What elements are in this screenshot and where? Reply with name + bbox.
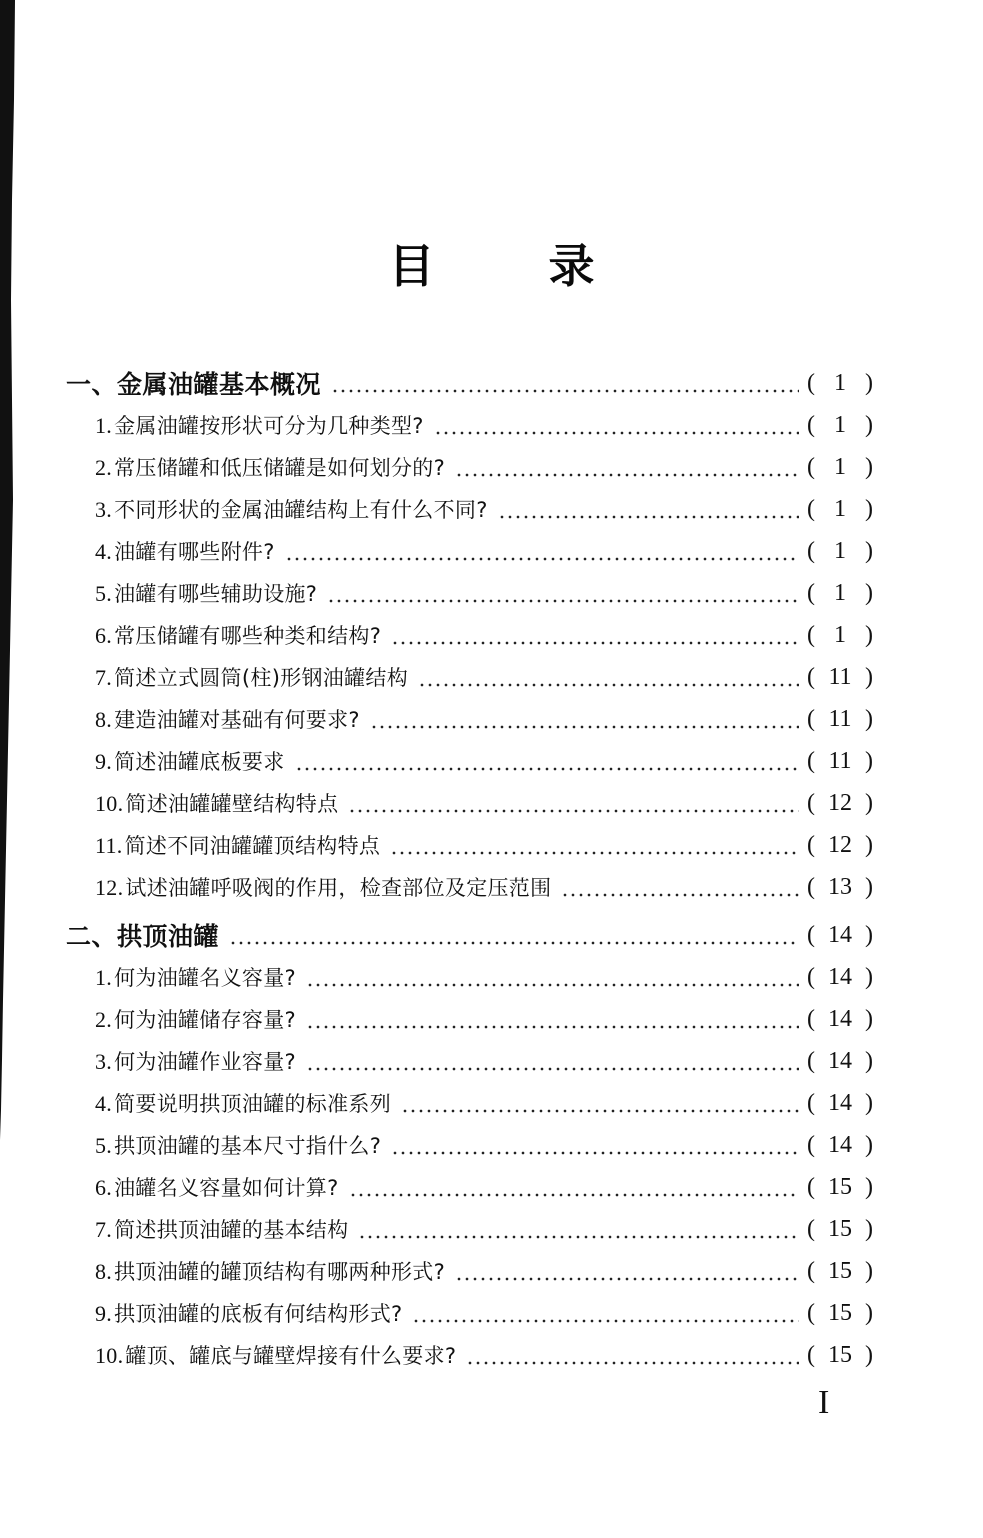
item-text: 油罐名义容量如何计算? <box>114 1176 339 1200</box>
toc-item[interactable]: 1.金属油罐按形状可分为几种类型? ( 1 ) <box>0 407 983 443</box>
page-number: 15 <box>828 1173 852 1200</box>
page-number: 13 <box>828 873 852 900</box>
page-number: 11 <box>828 747 852 774</box>
page-ref: ( 1 ) <box>807 579 873 606</box>
item-text: 何为油罐名义容量? <box>114 966 296 990</box>
page-ref: ( 15 ) <box>807 1341 873 1368</box>
page-ref: ( 14 ) <box>807 1089 873 1116</box>
dot-leader <box>306 959 799 995</box>
page-number: 14 <box>828 1047 852 1074</box>
toc-item[interactable]: 11.简述不同油罐罐顶结构特点 ( 12 ) <box>0 827 983 863</box>
page-ref: ( 1 ) <box>807 495 873 522</box>
page-number: 14 <box>828 1005 852 1032</box>
dot-leader <box>391 1127 799 1163</box>
page-number: 1 <box>834 411 846 438</box>
page-ref: ( 11 ) <box>807 663 873 690</box>
page-ref: ( 1 ) <box>807 621 873 648</box>
toc-item[interactable]: 9.简述油罐底板要求 ( 11 ) <box>0 743 983 779</box>
dot-leader <box>498 491 799 527</box>
page-ref: ( 1 ) <box>807 537 873 564</box>
toc-item[interactable]: 2.常压储罐和低压储罐是如何划分的? ( 1 ) <box>0 449 983 485</box>
page-ref: ( 12 ) <box>807 789 873 816</box>
title-char-1: 目 <box>388 239 435 293</box>
page-number: 11 <box>828 705 852 732</box>
item-text: 简要说明拱顶油罐的标准系列 <box>114 1092 392 1116</box>
item-text: 建造油罐对基础有何要求? <box>114 708 360 732</box>
dot-leader <box>434 407 799 443</box>
toc-item[interactable]: 4.简要说明拱顶油罐的标准系列 ( 14 ) <box>0 1085 983 1121</box>
item-text: 试述油罐呼吸阀的作用，检查部位及定压范围 <box>125 876 552 900</box>
dot-leader <box>285 533 799 569</box>
toc-item[interactable]: 6.常压储罐有哪些种类和结构? ( 1 ) <box>0 617 983 653</box>
page-number: 11 <box>828 663 852 690</box>
page-number: 12 <box>828 789 852 816</box>
item-text: 拱顶油罐的底板有何结构形式? <box>114 1302 403 1326</box>
toc-item[interactable]: 8.建造油罐对基础有何要求? ( 11 ) <box>0 701 983 737</box>
page-ref: ( 1 ) <box>807 411 873 438</box>
page-number: 1 <box>834 579 846 606</box>
dot-leader <box>390 827 799 863</box>
page-ref: ( 1 ) <box>807 453 873 480</box>
page-ref: ( 14 ) <box>807 1047 873 1074</box>
page-ref: ( 14 ) <box>807 963 873 990</box>
dot-leader <box>306 1001 799 1037</box>
page-number: 1 <box>834 369 846 396</box>
dot-leader <box>561 869 799 905</box>
toc-section-2[interactable] <box>0 917 983 953</box>
dot-leader <box>229 917 799 953</box>
toc-item[interactable]: 10.简述油罐罐壁结构特点 ( 12 ) <box>0 785 983 821</box>
dot-leader <box>348 785 799 821</box>
page-number: 1 <box>834 621 846 648</box>
item-text: 何为油罐储存容量? <box>114 1008 296 1032</box>
page-ref: ( 12 ) <box>807 831 873 858</box>
item-text: 常压储罐有哪些种类和结构? <box>114 624 382 648</box>
toc-item[interactable]: 8.拱顶油罐的罐顶结构有哪两种形式? ( 15 ) <box>0 1253 983 1289</box>
page-ref: ( 14 ) <box>807 1005 873 1032</box>
dot-leader <box>391 617 799 653</box>
item-text: 拱顶油罐的基本尺寸指什么? <box>114 1134 382 1158</box>
page-ref: ( 11 ) <box>807 705 873 732</box>
page-number: 15 <box>828 1299 852 1326</box>
dot-leader <box>327 575 799 611</box>
toc-section-1[interactable] <box>0 365 983 401</box>
toc-item[interactable]: 2.何为油罐储存容量? ( 14 ) <box>0 1001 983 1037</box>
dot-leader <box>358 1211 799 1247</box>
item-text: 简述拱顶油罐的基本结构 <box>114 1218 349 1242</box>
page-ref: ( 14 ) <box>807 921 873 948</box>
dot-leader <box>455 449 799 485</box>
page-number: 14 <box>828 1131 852 1158</box>
toc-item[interactable]: 5.油罐有哪些辅助设施? ( 1 ) <box>0 575 983 611</box>
item-text: 简述油罐底板要求 <box>114 750 285 774</box>
dot-leader <box>412 1295 799 1331</box>
dot-leader <box>370 701 799 737</box>
toc-item[interactable]: 6.油罐名义容量如何计算? ( 15 ) <box>0 1169 983 1205</box>
dot-leader <box>466 1337 799 1373</box>
page-ref: ( 14 ) <box>807 1131 873 1158</box>
page-folio: I <box>818 1384 830 1421</box>
title-char-2: 录 <box>548 239 595 293</box>
page-ref: ( 15 ) <box>807 1215 873 1242</box>
item-text: 罐顶、罐底与罐壁焊接有什么要求? <box>125 1344 457 1368</box>
dot-leader <box>295 743 799 779</box>
item-text: 简述油罐罐壁结构特点 <box>125 792 339 816</box>
dot-leader <box>455 1253 799 1289</box>
page-number: 15 <box>828 1215 852 1242</box>
toc-item[interactable]: 9.拱顶油罐的底板有何结构形式? ( 15 ) <box>0 1295 983 1331</box>
page-ref: ( 15 ) <box>807 1257 873 1284</box>
page-number: 15 <box>828 1341 852 1368</box>
dot-leader <box>306 1043 799 1079</box>
item-text: 常压储罐和低压储罐是如何划分的? <box>114 456 446 480</box>
page-ref: ( 11 ) <box>807 747 873 774</box>
page-number: 1 <box>834 453 846 480</box>
toc-item[interactable]: 10.罐顶、罐底与罐壁焊接有什么要求? ( 15 ) <box>0 1337 983 1373</box>
toc-item[interactable]: 12.试述油罐呼吸阀的作用，检查部位及定压范围 ( 13 ) <box>0 869 983 905</box>
section-label: 二、拱顶油罐 <box>66 922 220 951</box>
toc-item[interactable]: 5.拱顶油罐的基本尺寸指什么? ( 14 ) <box>0 1127 983 1163</box>
page-ref: ( 15 ) <box>807 1173 873 1200</box>
section-label: 一、金属油罐基本概况 <box>66 370 322 399</box>
page-number: 14 <box>828 921 852 948</box>
item-text: 不同形状的金属油罐结构上有什么不同? <box>114 498 488 522</box>
page-number: 1 <box>834 495 846 522</box>
toc-item[interactable]: 1.何为油罐名义容量? ( 14 ) <box>0 959 983 995</box>
item-text: 金属油罐按形状可分为几种类型? <box>114 414 424 438</box>
page-title <box>0 236 983 296</box>
dot-leader <box>349 1169 799 1205</box>
item-text: 简述立式圆筒(柱)形钢油罐结构 <box>114 666 408 690</box>
page-number: 15 <box>828 1257 852 1284</box>
toc-item[interactable]: 3.不同形状的金属油罐结构上有什么不同? ( 1 ) <box>0 491 983 527</box>
toc-item[interactable]: 3.何为油罐作业容量? ( 14 ) <box>0 1043 983 1079</box>
page-ref: ( 1 ) <box>807 369 873 396</box>
page-number: 14 <box>828 1089 852 1116</box>
dot-leader <box>418 659 799 695</box>
dot-leader <box>401 1085 799 1121</box>
page-ref: ( 13 ) <box>807 873 873 900</box>
item-text: 简述不同油罐罐顶结构特点 <box>124 834 381 858</box>
item-text: 拱顶油罐的罐顶结构有哪两种形式? <box>114 1260 446 1284</box>
page-number: 1 <box>834 537 846 564</box>
toc-item[interactable]: 4.油罐有哪些附件? ( 1 ) <box>0 533 983 569</box>
dot-leader <box>331 365 799 401</box>
item-text: 何为油罐作业容量? <box>114 1050 296 1074</box>
item-text: 油罐有哪些辅助设施? <box>114 582 318 606</box>
page-number: 14 <box>828 963 852 990</box>
item-text: 油罐有哪些附件? <box>114 540 275 564</box>
page-ref: ( 15 ) <box>807 1299 873 1326</box>
toc-item[interactable]: 7.简述拱顶油罐的基本结构 ( 15 ) <box>0 1211 983 1247</box>
page-number: 12 <box>828 831 852 858</box>
toc-item[interactable]: 7.简述立式圆筒(柱)形钢油罐结构 ( 11 ) <box>0 659 983 695</box>
